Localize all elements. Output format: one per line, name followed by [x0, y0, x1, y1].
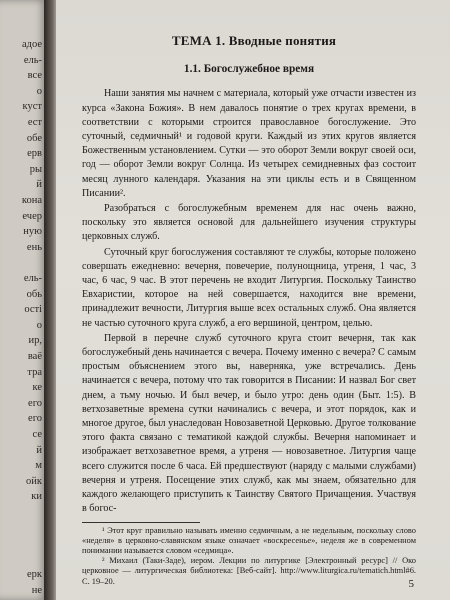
footnote-1: ¹ Этот круг правильно называть именно седмичным, а не недельным, поскольку слово «неделя» в церковно-славянском языке означает «воскресенье», неделя же в современном понимании называется словом «седмица». [82, 525, 416, 555]
page-number: 5 [408, 578, 414, 590]
facing-page-text-fragment: ваё [27, 351, 42, 362]
facing-page-text-fragment: ир, [28, 335, 42, 347]
facing-page-text-fragment: ерв [27, 148, 42, 160]
facing-page-text-fragment: ель- [23, 54, 42, 66]
facing-page-text-fragment: ості [24, 304, 42, 316]
facing-page-text-fragment: ойк [26, 475, 42, 487]
facing-page-text-fragment: ечер [22, 210, 42, 222]
section-title: 1.1. Богослужебное время [183, 63, 315, 76]
facing-page-text-fragment: се [32, 429, 42, 440]
facing-page-edge [0, 0, 48, 600]
chapter-title: ТЕМА 1. Вводные понятия [171, 33, 337, 48]
facing-page-text-fragment: его [28, 413, 42, 425]
facing-page-text-fragment: ры [29, 163, 42, 175]
book-page [56, 0, 450, 600]
facing-page-text-fragment: не [31, 585, 42, 596]
page-content [82, 34, 416, 587]
facing-page-text-fragment: адое [21, 39, 42, 50]
facing-page-text-fragment: й [36, 179, 42, 191]
facing-page-text-fragment: о [36, 319, 42, 331]
facing-page-text-fragment: тра [27, 366, 42, 378]
facing-page-text-fragment: ест [27, 117, 42, 128]
facing-page-text-fragment: ки [31, 491, 42, 503]
facing-page-text-fragment: обе [26, 132, 42, 144]
paragraph-daily-circle: Суточный круг богослужения составляют те службы, которые положено совершать ежедневно: вечерня, повечерие, полунощница, утреня, 1 час, 3 час, 6 час, 9 час. В этот перечень не входит Литургия. Поскольку Таинство Евхаристии, которое на ней совершается, находится вне времени, принадлежит вечности, Литургия выше всех остальных служб. Она является не частью суточного круга служб, а его вершиной, центром, целью. [82, 246, 416, 329]
facing-page-text-fragment: ке [32, 382, 42, 394]
paragraph-importance: Разобраться с богослужебным временем для нас очень важно, поскольку это является основой для дальнейшего изучения структуры церковных служб. [82, 203, 416, 243]
facing-page-text-fragment: его [28, 397, 42, 409]
facing-page-text-fragment: все [27, 70, 42, 82]
facing-page-text-fragment: ень [26, 241, 42, 253]
facing-page-text-fragment: ель- [23, 273, 42, 284]
paragraph-vespers: Первой в перечне служб суточного круга стоит вечерня, так как богослужебный день начинается с вечера. Почему именно с вечера? С самым простым объяснением этого вы, наверняка, уже встречались. День начинается с вечера, потому что так говорится в Писании: И назвал Бог свет днем, а тьму ночью. И был вечер, и было утро: день один (Быт. 1:5). В ветхозаветные времена сутки начинались с вечера, и этот порядок, как и многое другое, был унаследован Новозаветной Церковью. Другое толкование этого факта связано с тематикой каждой службы. Вечерня напоминает и изображает ветхозаветное время, а утреня — новозаветное. Литургия чаще всего служится после 6 часа. Ей предшествуют (наряду с малыми службами) вечерня и утреня. Посещение этих служб, как мы знаем, обязательно для каждого желающего приступить к Таинству Святого Причащения. Участвуя в богос- [82, 332, 416, 515]
footnote-divider [82, 522, 200, 523]
facing-page-text-fragment: обь [26, 288, 42, 300]
footnote-2: ² Михаил (Таки-Заде), иером. Лекции по литургике [Электронный ресурс] // Око церковное — литургическая библиотека: [Веб-сайт]. http://www.liturgica.ru/tematich.html#6. С. 19–20. [82, 556, 416, 586]
paragraph-intro: Наши занятия мы начнем с материала, который уже отчасти известен из курса «Закона Божия». В нем давалось понятие о трех кругах времени, в соответствии с которыми строится православное богослужение. Это суточный, седмичный¹ и годовой круги. Каждый из этих кругов является Божественным установлением. Сутки — это оборот Земли вокруг своей оси, год — оборот Земли вокруг Солнца. Из четырех семидневных фаз состоит месяц лунного календаря. Указания на эти циклы есть и в Священном Писании². [82, 88, 416, 199]
facing-page-text-fragment: ную [23, 226, 42, 238]
facing-page-text-fragment: куст [22, 101, 42, 113]
facing-page-text-fragment: й [36, 444, 42, 456]
footnotes [82, 522, 416, 587]
facing-page-text-fragment: о [36, 85, 42, 97]
facing-page-text-fragment: кона [21, 195, 42, 206]
facing-page-text-fragment: ерк [26, 569, 42, 581]
facing-page-text-fragment: м [35, 460, 42, 472]
